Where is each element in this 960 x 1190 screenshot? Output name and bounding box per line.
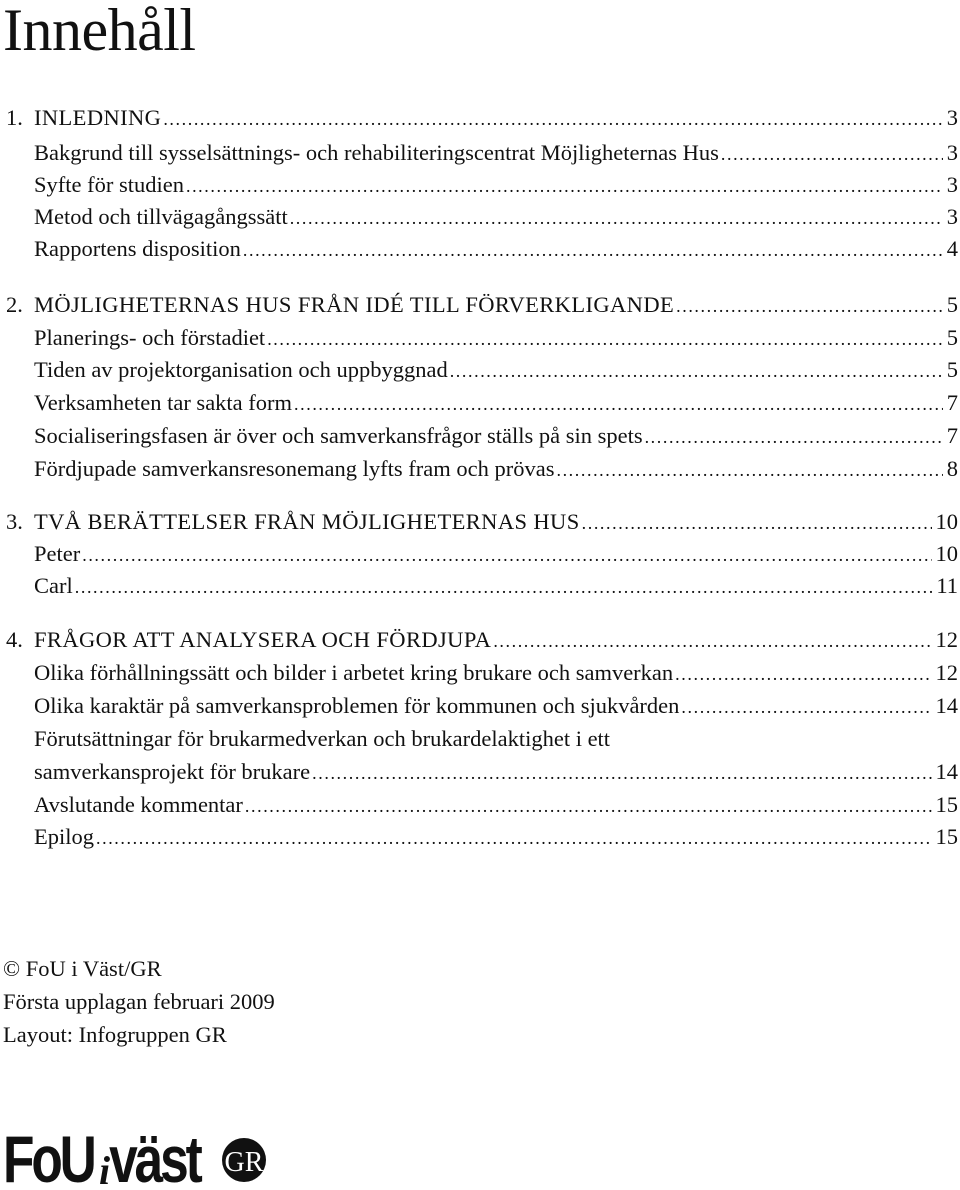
- toc-entry[interactable]: [0, 454, 960, 484]
- toc-entry-text: samverkansprojekt för brukare: [34, 759, 311, 784]
- toc-page-number: 5: [946, 357, 958, 382]
- dot-leader: [290, 203, 943, 233]
- toc-entry-text: FRÅGOR ATT ANALYSERA OCH FÖRDJUPA: [34, 627, 492, 652]
- toc-chapter-number: 4.: [6, 627, 23, 652]
- toc-entry[interactable]: [0, 539, 960, 569]
- toc-entry-text: Fördjupade samverkansresonemang lyfts fram och prövas: [34, 456, 555, 481]
- dot-leader: [493, 626, 931, 656]
- toc-page-number: 12: [935, 660, 958, 685]
- dot-leader: [721, 139, 943, 169]
- toc-entry[interactable]: [0, 421, 960, 451]
- toc-page-number: 15: [935, 824, 958, 849]
- toc-entry[interactable]: [0, 790, 960, 820]
- toc-entry[interactable]: [0, 234, 960, 264]
- dot-leader: [245, 791, 932, 821]
- dot-leader: [556, 455, 942, 485]
- toc-entry-text: Olika förhållningssätt och bilder i arbetet kring brukare och samverkan: [34, 660, 674, 685]
- toc-entry[interactable]: [0, 691, 960, 721]
- toc-entry[interactable]: [0, 170, 960, 200]
- logo-gr: GR: [224, 1147, 264, 1178]
- toc-entry-multiline-first[interactable]: [0, 724, 960, 754]
- fou-i-vast-gr-logo: [3, 1120, 268, 1188]
- copyright-line: © FoU i Väst/GR: [3, 956, 162, 981]
- dot-leader: [681, 692, 931, 722]
- dot-leader: [645, 422, 943, 452]
- toc-chapter-number: 2.: [6, 292, 23, 317]
- toc-entry[interactable]: [0, 658, 960, 688]
- toc-entry-text: Olika karaktär på samverkansproblemen för kommunen och sjukvården: [34, 693, 680, 718]
- toc-entry-text: TVÅ BERÄTTELSER FRÅN MÖJLIGHETERNAS HUS: [34, 509, 580, 534]
- logo-vast: väst: [109, 1121, 200, 1188]
- toc-page-number: 12: [935, 627, 958, 652]
- toc-entry[interactable]: [0, 757, 960, 787]
- dot-leader: [82, 540, 931, 570]
- toc-page-number: 5: [946, 325, 958, 350]
- dot-leader: [96, 823, 932, 853]
- toc-page-number: 14: [935, 693, 958, 718]
- logo-fou: FoU: [3, 1121, 94, 1188]
- layout-credit: Layout: Infogruppen GR: [3, 1022, 227, 1047]
- toc-entry[interactable]: [0, 138, 960, 168]
- dot-leader: [163, 104, 942, 134]
- toc-entry-text: MÖJLIGHETERNAS HUS FRÅN IDÉ TILL FÖRVERKLIGANDE: [34, 292, 675, 317]
- toc-page-number: 3: [946, 172, 958, 197]
- toc-page-number: 3: [946, 105, 958, 130]
- toc-entry-text: Carl: [34, 573, 73, 598]
- dot-leader: [75, 572, 933, 602]
- edition-line: Första upplagan februari 2009: [3, 989, 275, 1014]
- toc-entry[interactable]: [0, 571, 960, 601]
- toc-entry-text: Peter: [34, 541, 81, 566]
- toc-entry-text: Syfte för studien: [34, 172, 184, 197]
- toc-page-number: 11: [936, 573, 958, 598]
- toc-entry-text: Rapportens disposition: [34, 236, 241, 261]
- toc-entry-text: Planerings- och förstadiet: [34, 325, 266, 350]
- dot-leader: [267, 324, 943, 354]
- toc-entry-chapter-4[interactable]: [0, 625, 960, 655]
- colophon: [3, 952, 275, 1051]
- toc-entry[interactable]: [0, 202, 960, 232]
- page-title: Innehåll: [3, 0, 196, 63]
- toc-entry-text: Socialiseringsfasen är över och samverkansfrågor ställs på sin spets: [34, 423, 643, 448]
- toc-page-number: 14: [935, 759, 958, 784]
- dot-leader: [582, 508, 932, 538]
- toc-entry[interactable]: [0, 355, 960, 385]
- dot-leader: [294, 389, 943, 419]
- toc-entry-text: Bakgrund till sysselsättnings- och rehabiliteringscentrat Möjligheternas Hus: [34, 140, 719, 165]
- toc-entry-text: Avslutande kommentar: [34, 792, 243, 817]
- toc-page-number: 3: [946, 204, 958, 229]
- toc-entry[interactable]: [0, 388, 960, 418]
- toc-page-number: 8: [946, 456, 958, 481]
- toc-page-number: 7: [946, 390, 958, 415]
- dot-leader: [186, 171, 943, 201]
- toc-entry[interactable]: [0, 822, 960, 852]
- toc-entry-text: INLEDNING: [34, 105, 162, 130]
- dot-leader: [676, 291, 943, 321]
- toc-page-number: 10: [935, 509, 958, 534]
- toc-page-number: 3: [946, 140, 958, 165]
- toc-entry-chapter-2[interactable]: [0, 290, 960, 320]
- toc-entry-text: Verksamheten tar sakta form: [34, 390, 293, 415]
- dot-leader: [312, 758, 931, 788]
- toc-page-number: 5: [946, 292, 958, 317]
- toc-entry-text: Epilog: [34, 824, 94, 849]
- toc-chapter-number: 3.: [6, 509, 23, 534]
- toc-entry-chapter-1[interactable]: [0, 103, 960, 133]
- toc-page-number: 4: [946, 236, 958, 261]
- dot-leader: [675, 659, 931, 689]
- toc-entry-text: Förutsättningar för brukarmedverkan och brukardelaktighet i ett: [34, 726, 611, 751]
- toc-entry[interactable]: [0, 323, 960, 353]
- logo-i: i: [99, 1148, 111, 1188]
- toc-page-number: 10: [935, 541, 958, 566]
- dot-leader: [450, 356, 943, 386]
- toc-entry-chapter-3[interactable]: [0, 507, 960, 537]
- toc-page-number: 15: [935, 792, 958, 817]
- dot-leader: [243, 235, 943, 265]
- toc-chapter-number: 1.: [6, 105, 23, 130]
- toc-entry-text: Tiden av projektorganisation och uppbyggnad: [34, 357, 448, 382]
- toc-page-number: 7: [946, 423, 958, 448]
- toc-entry-text: Metod och tillvägagångssätt: [34, 204, 288, 229]
